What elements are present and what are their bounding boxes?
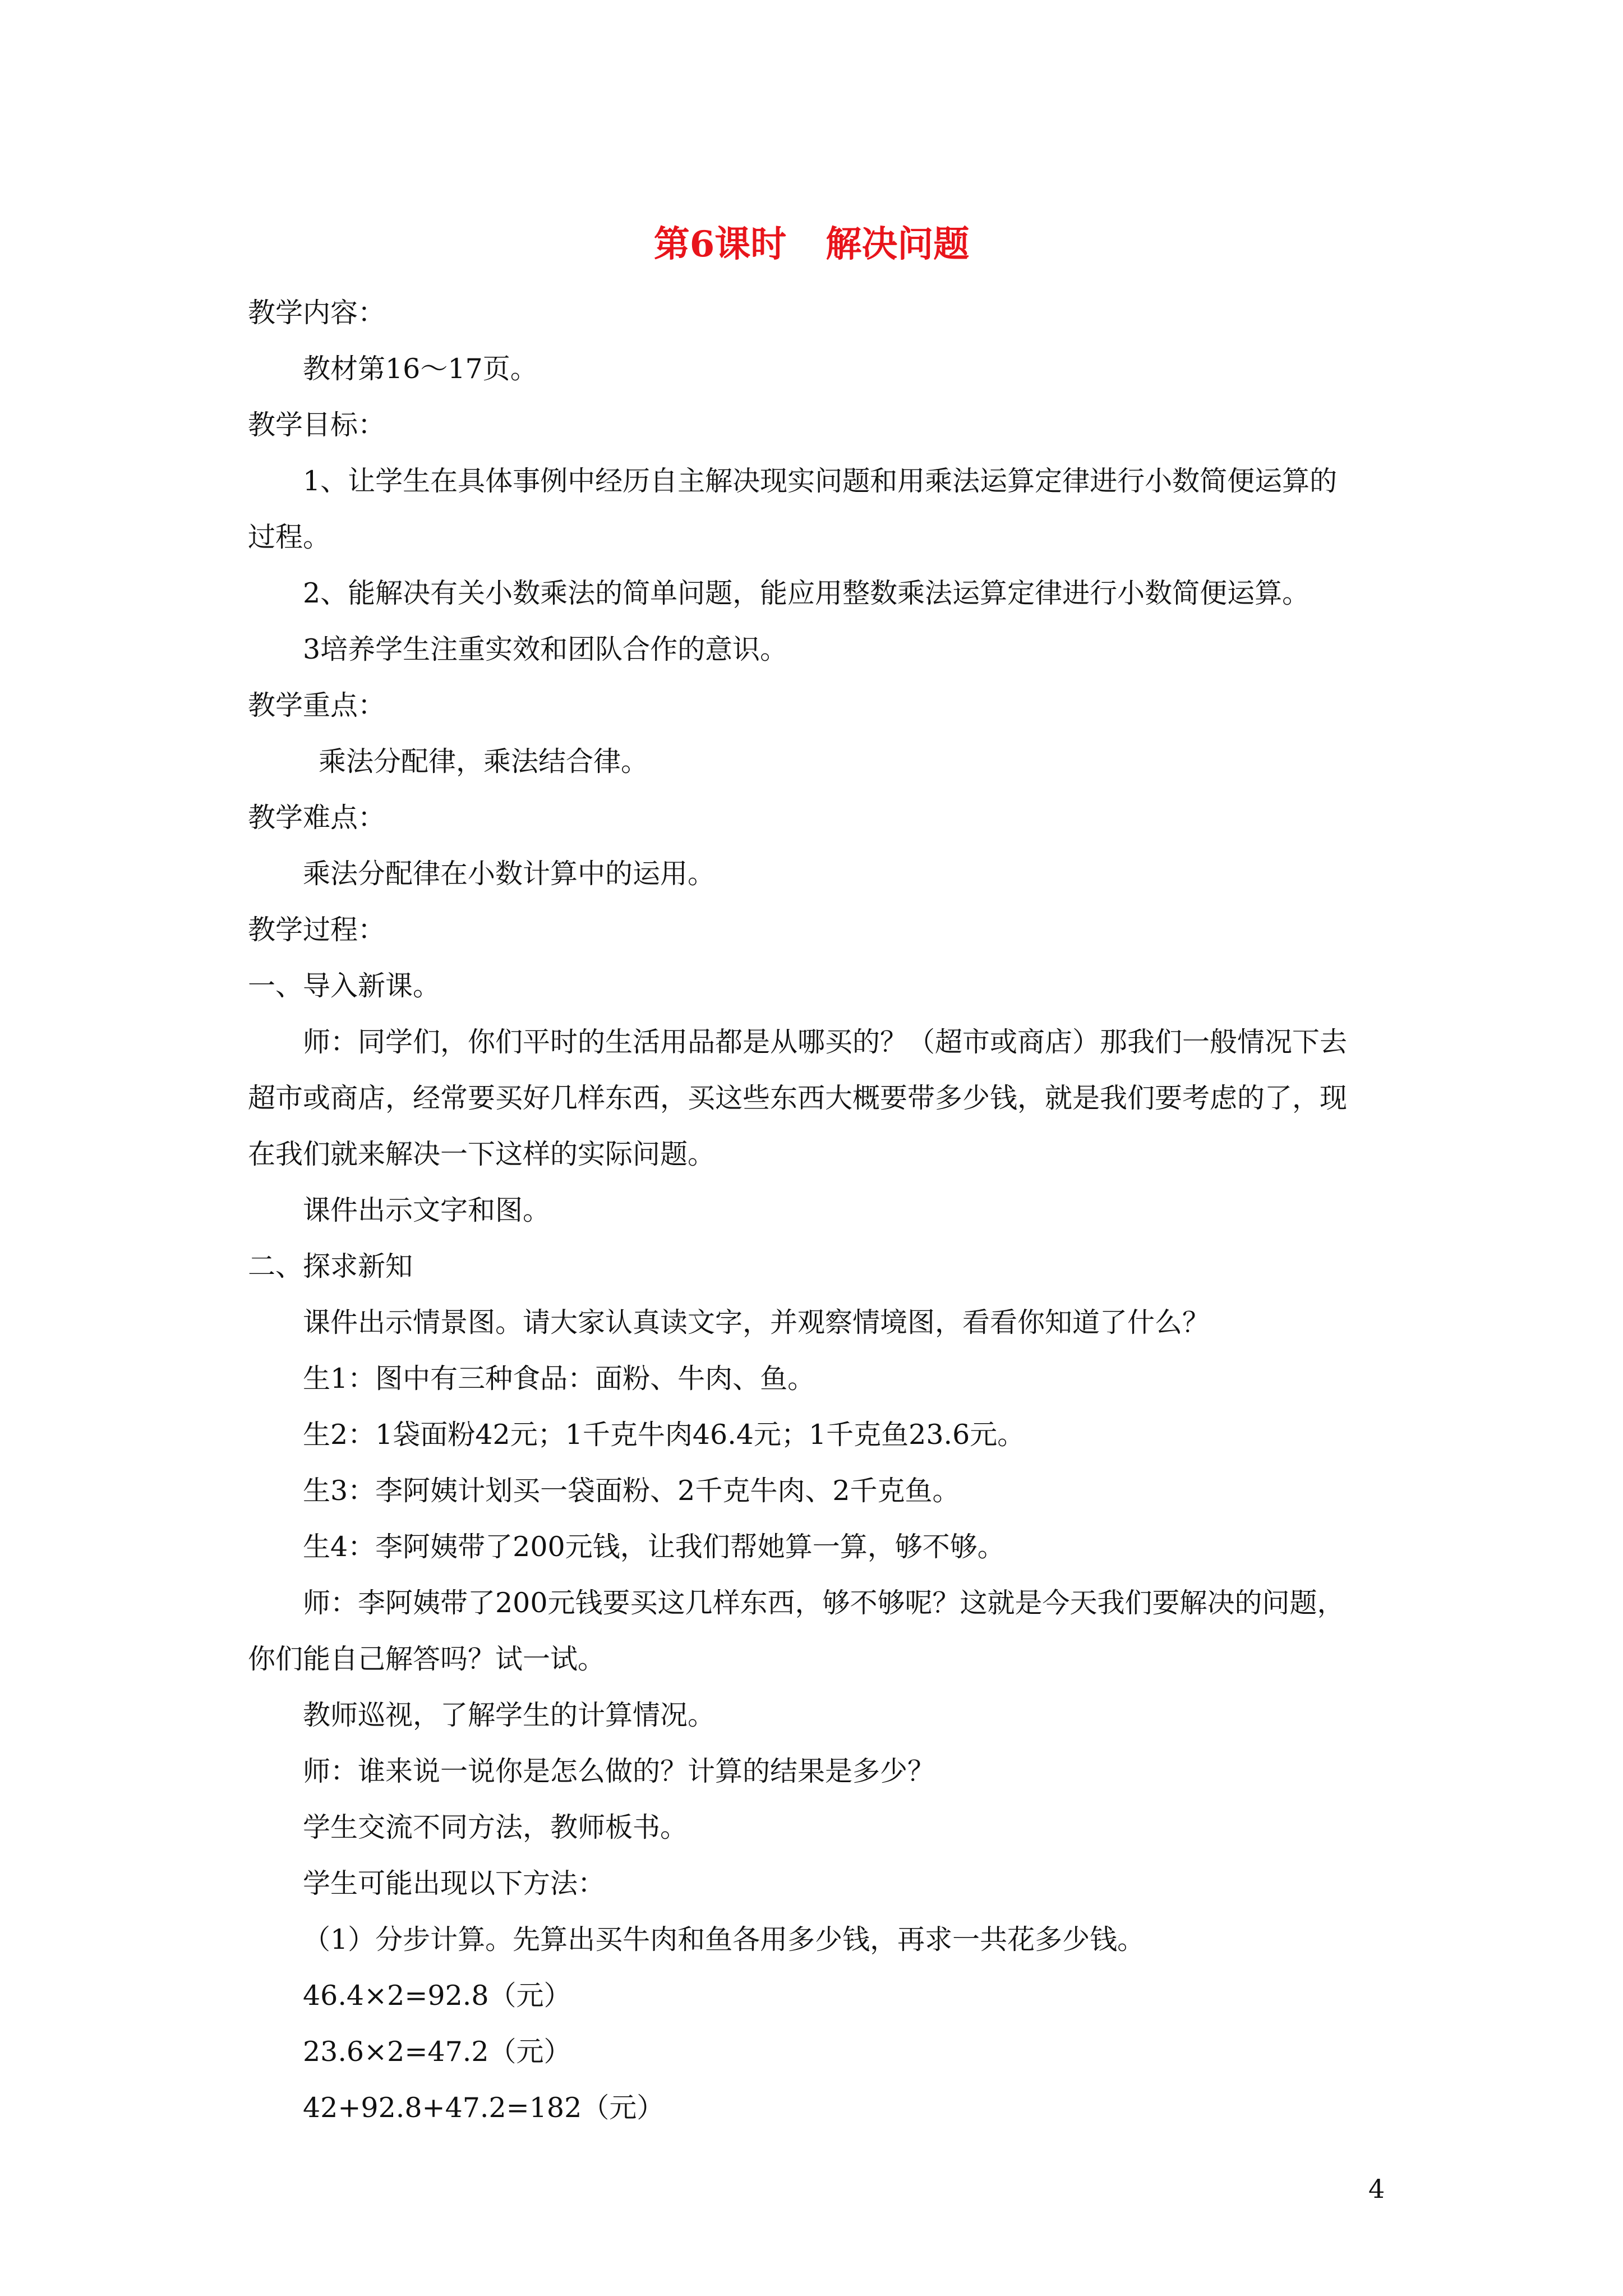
section-heading-intro: 一、导入新课。 <box>248 970 441 1002</box>
paragraph: 乘法分配律在小数计算中的运用。 <box>303 858 716 890</box>
section-heading-content: 教学内容： <box>248 297 386 329</box>
paragraph: 2、能解决有关小数乘法的简单问题，能应用整数乘法运算定律进行小数简便运算。 <box>303 577 1310 609</box>
paragraph: 3培养学生注重实效和团队合作的意识。 <box>303 633 788 665</box>
paragraph: 生3：李阿姨计划买一袋面粉、2千克牛肉、2千克鱼。 <box>303 1475 960 1507</box>
page-number: 4 <box>1368 2174 1385 2204</box>
paragraph: 生4：李阿姨带了200元钱，让我们帮她算一算，够不够。 <box>303 1531 1005 1563</box>
paragraph: 课件出示情景图。请大家认真读文字，并观察情境图，看看你知道了什么？ <box>303 1306 1210 1338</box>
paragraph: 在我们就来解决一下这样的实际问题。 <box>248 1138 716 1170</box>
page-title <box>0 215 1623 267</box>
paragraph: 你们能自己解答吗？试一试。 <box>248 1643 606 1675</box>
lesson-number: 第6课时 <box>653 223 787 265</box>
paragraph: 超市或商店，经常要买好几样东西，买这些东西大概要带多少钱，就是我们要考虑的了，现 <box>248 1082 1348 1114</box>
paragraph: 师：谁来说一说你是怎么做的？计算的结果是多少？ <box>303 1755 935 1787</box>
equation: 42+92.8+47.2=182（元） <box>303 2092 665 2124</box>
paragraph: 师：同学们，你们平时的生活用品都是从哪买的？（超市或商店）那我们一般情况下去 <box>303 1026 1348 1058</box>
paragraph: 生1：图中有三种食品：面粉、牛肉、鱼。 <box>303 1363 815 1395</box>
paragraph: 师：李阿姨带了200元钱要买这几样东西，够不够呢？这就是今天我们要解决的问题， <box>303 1587 1345 1619</box>
paragraph: 1、让学生在具体事例中经历自主解决现实问题和用乘法运算定律进行小数简便运算的 <box>303 465 1338 497</box>
section-heading-goals: 教学目标： <box>248 409 386 441</box>
equation: 46.4×2=92.8（元） <box>303 1980 571 2012</box>
paragraph: 课件出示文字和图。 <box>303 1194 551 1226</box>
paragraph: 教材第16～17页。 <box>303 353 538 385</box>
section-heading-difficulties: 教学难点： <box>248 802 386 834</box>
section-heading-key-points: 教学重点： <box>248 689 386 721</box>
paragraph: 学生可能出现以下方法： <box>303 1867 606 1899</box>
paragraph: （1）分步计算。先算出买牛肉和鱼各用多少钱，再求一共花多少钱。 <box>303 1924 1145 1955</box>
paragraph: 教师巡视，了解学生的计算情况。 <box>303 1699 716 1731</box>
paragraph: 乘法分配律，乘法结合律。 <box>319 746 649 777</box>
paragraph: 过程。 <box>248 521 331 553</box>
lesson-topic: 解决问题 <box>826 223 970 265</box>
paragraph: 生2：1袋面粉42元；1千克牛肉46.4元；1千克鱼23.6元。 <box>303 1419 1025 1451</box>
section-heading-explore: 二、探求新知 <box>248 1250 413 1282</box>
equation: 23.6×2=47.2（元） <box>303 2036 571 2068</box>
section-heading-process: 教学过程： <box>248 914 386 946</box>
paragraph: 学生交流不同方法，教师板书。 <box>303 1811 688 1843</box>
